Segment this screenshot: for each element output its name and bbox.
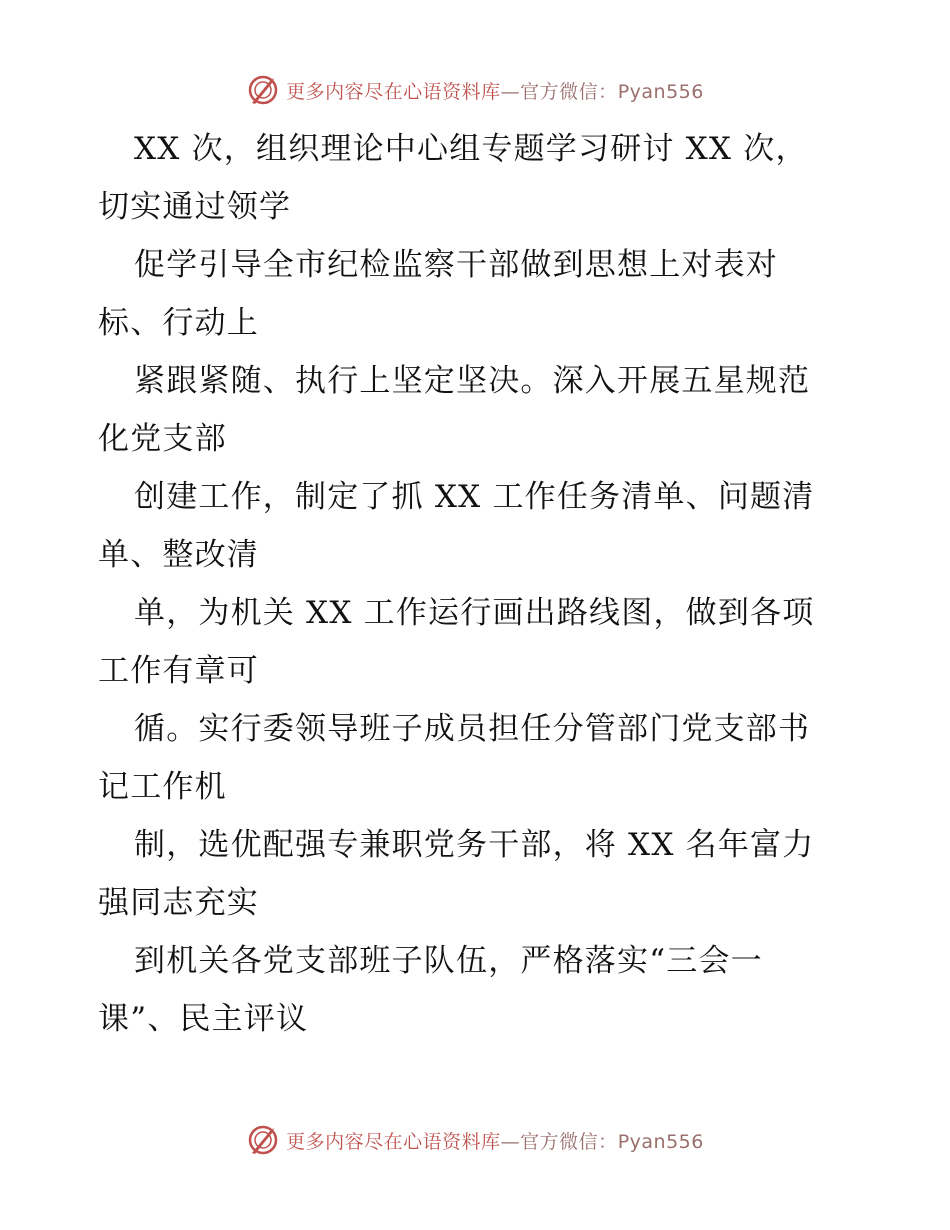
- body-line: 到机关各党支部班子队伍，严格落实“三会一: [134, 943, 763, 979]
- footer-banner-text: [286, 1127, 704, 1154]
- body-line: 强同志充实: [98, 885, 259, 921]
- header-site-name: 更多内容尽在心语资料库: [286, 80, 501, 103]
- body-line: 记工作机: [98, 769, 227, 805]
- header-banner-text: [286, 77, 704, 104]
- body-line: 单、整改清: [98, 537, 259, 573]
- header-dash: —: [500, 80, 521, 103]
- footer-site-name: 更多内容尽在心语资料库: [286, 1130, 501, 1153]
- body-line: XX 次，组织理论中心组专题学习研讨 XX 次，: [134, 131, 808, 167]
- body-line: 切实通过领学: [98, 189, 292, 225]
- header-wechat-label: 官方微信：: [520, 80, 618, 103]
- header-banner: [0, 70, 950, 110]
- header-wechat-id: Pyan556: [617, 80, 704, 103]
- document-body: [98, 120, 858, 1048]
- body-line: 循。实行委领导班子成员担任分管部门党支部书: [134, 711, 811, 747]
- body-line: 工作有章可: [98, 653, 259, 689]
- body-line: 标、行动上: [98, 305, 259, 341]
- body-line: 促学引导全市纪检监察干部做到思想上对表对: [134, 247, 778, 283]
- body-line: 制，选优配强专兼职党务干部，将 XX 名年富力: [134, 827, 815, 863]
- footer-dash: —: [500, 1130, 521, 1153]
- quill-seal-icon: [246, 73, 280, 107]
- footer-banner: [0, 1120, 950, 1160]
- footer-wechat-label: 官方微信：: [520, 1130, 618, 1153]
- body-line: 单，为机关 XX 工作运行画出路线图，做到各项: [134, 595, 815, 631]
- body-line: 课”、民主评议: [98, 1001, 309, 1037]
- body-line: 紧跟紧随、执行上坚定坚决。深入开展五星规范: [134, 363, 811, 399]
- quill-seal-icon: [246, 1123, 280, 1157]
- footer-wechat-id: Pyan556: [617, 1130, 704, 1153]
- body-line: 创建工作，制定了抓 XX 工作任务清单、问题清: [134, 479, 815, 515]
- body-line: 化党支部: [98, 421, 227, 457]
